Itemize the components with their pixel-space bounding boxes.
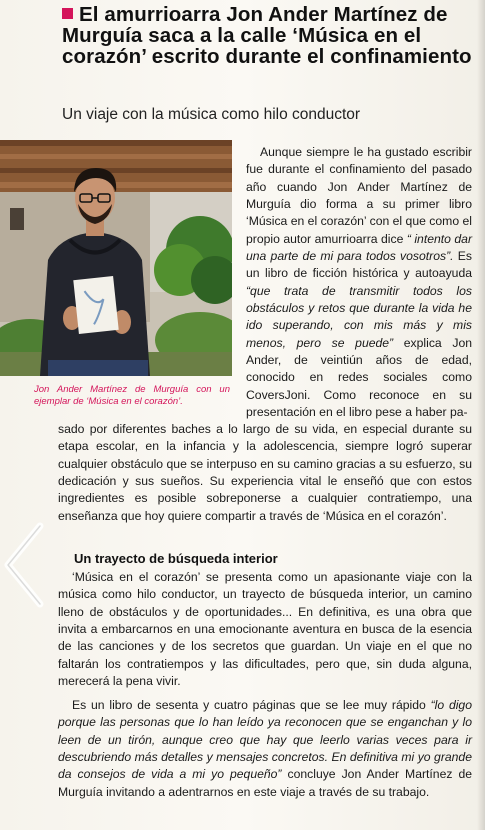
paragraph-text: Aunque siempre le ha gustado escribir fue durante el confinamiento del pasado año cuando Jon Ander Martínez de Murguía dio forma a su primer libro ‘Música en el corazón’ con el que como el propio autor amurrioarra dice (246, 145, 472, 246)
paragraph-continuation: sado por diferentes baches a lo largo de su vida, en especial durante su etapa escolar, en la infancia y la adolescencia, siempre logró superar cualquier obstáculo que se interpuso en su camino gracias a su esfuerzo, su dedicación y sus sueños. Su experiencia vital le enseñó que con estos ingredientes es posible sobreponerse a cualquier contratiempo, una enseñanza que hoy quiere compartir a través de ‘Música en el corazón’. (58, 422, 472, 523)
paragraph-2: ‘Música en el corazón’ se presenta como un apasionante viaje con la música como hilo conductor, un trayecto de búsqueda interior, un camino lleno de obstáculos y de oportunidades... En definitiva, es una obra que invita a embarcarnos en una emocionante aventura en busca de la esencia de las canciones y de los secretos que guardan. Un viaje en el que no faltarán los contratiempos y las dificultades, pero que, sin duda alguna, merecerá la pena vivir. (58, 570, 472, 689)
article-subtitle: Un viaje con la música como hilo conductor (62, 106, 361, 123)
paragraph-text: concluye Jon Ander Martínez de Murguía invitando a adentrarnos en este viaje a través de su trabajo. (58, 767, 472, 799)
square-bullet-icon (62, 8, 73, 19)
headline-text: El amurrioarra Jon Ander Martínez de Murguía saca a la calle ‘Música en el corazón’ escrito durante el confinamiento (62, 3, 472, 68)
quote-text: “ intento dar una parte de mi para todos vosotros”. (246, 231, 473, 264)
paragraph-text: explica Jon Ander, de veintiún años de edad, conocido en redes sociales como CoversJoni. Como reconoce en su presentación en el libro pese a haber pa- (246, 335, 473, 420)
photo-caption: Jon Ander Martínez de Murguía con un ejemplar de ‘Música en el corazón’. (34, 384, 230, 407)
page-edge-shadow (477, 0, 485, 830)
paragraph-text: Es un libro de ficción histórica y autoayuda (246, 249, 473, 281)
paragraph-3 (58, 697, 472, 801)
paragraph-text: Es un libro de sesenta y cuatro páginas que se lee muy rápido (72, 698, 431, 712)
quote-text: “que trata de transmitir todos los obstáculos y retos que durante la vida he ido superando, con mis más y mis menos, pero se puede” (246, 283, 472, 350)
right-column-paragraph (246, 144, 472, 422)
chevron-left-icon[interactable] (0, 520, 50, 610)
article-headline (62, 4, 472, 67)
author-photo (0, 140, 232, 376)
section-heading: Un trayecto de búsqueda interior (74, 551, 278, 566)
quote-text: “lo digo porque las personas que lo han leído ya reconocen que se enganchan y lo leen de un tirón, aunque creo que hay que leerlo varias veces para ir descubriendo más detalles y mensajes concretos. En definitiva mi yo grande da consejos de vida a mi yo pequeño” (58, 698, 472, 782)
